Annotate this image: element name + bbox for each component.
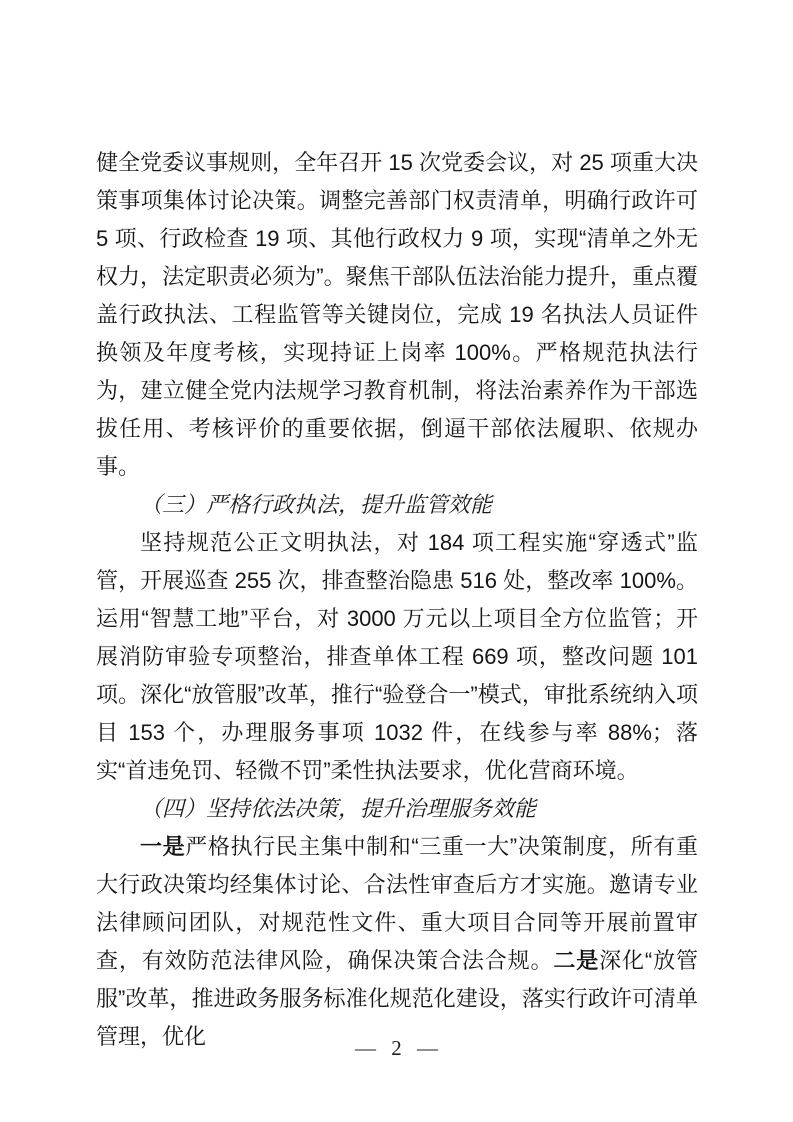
paragraph-section-4 <box>96 828 698 1056</box>
section-heading-3: （三）严格行政执法，提升监管效能 <box>140 492 493 517</box>
bold-lead-in-second: 二是 <box>553 948 600 973</box>
section-heading-4: （四）坚持依法决策，提升治理服务效能 <box>140 796 537 821</box>
paragraph-section-3: 坚持规范公正文明执法，对 184 项工程实施“穿透式”监管，开展巡查 255 次，排查整治隐患 516 处，整改率 100%。运用“智慧工地”平台，对 3000 万元以上项目全方位监管；开展消防审验专项整治，排查单体工程 669 项，整改问题 101 项。深化“放管服”改革，推行“验登合一”模式，审批系统纳入项目 153 个，办理服务事项 1032 件，在线参与率 88%；落实“首违免罚、轻微不罚”柔性执法要求，优化营商环境。 <box>96 530 698 783</box>
document-body <box>96 144 698 1056</box>
paragraph-continuation: 健全党委议事规则，全年召开 15 次党委会议，对 25 项重大决策事项集体讨论决策。调整完善部门权责清单，明确行政许可 5 项、行政检查 19 项、其他行政权力 9 项，实现“清单之外无权力，法定职责必须为”。聚焦干部队伍法治能力提升，重点覆盖行政执法、工程监管等关键岗位，完成 19 名执法人员证件换领及年度考核，实现持证上岗率 100%。严格规范执法行为，建立健全党内法规学习教育机制，将法治素养作为干部选拔任用、考核评价的重要依据，倒逼干部依法履职、依规办事。 <box>96 150 698 479</box>
paragraph-segment: 严格执行民主集中制和“三重一大”决策制度，所有重大行政决策均经集体讨论、合法性审查后方才实施。邀请专业法律顾问团队，对规范性文件、重大项目合同等开展前置审查，有效防范法律风险，确保决策合法合规。 <box>96 834 698 973</box>
paragraph-segment: 深化“放管服”改革，推进政务服务标准化规范化建设，落实行政许可清单管理，优化 <box>96 948 698 1049</box>
page-number: — 2 — <box>355 1036 438 1060</box>
bold-lead-in-first: 一是 <box>140 834 186 859</box>
